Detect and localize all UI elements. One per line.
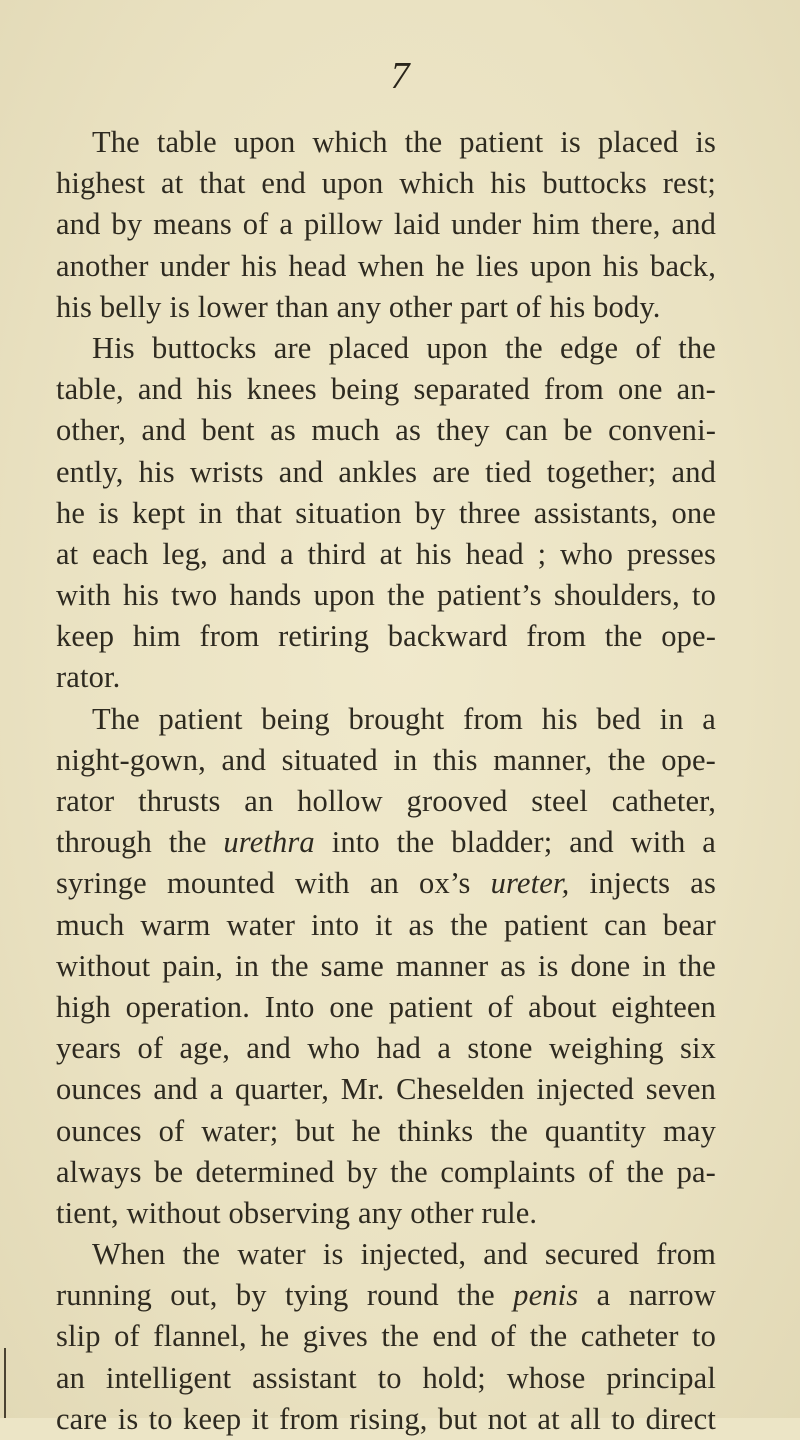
text-line bbox=[56, 534, 716, 575]
text-line bbox=[56, 287, 716, 328]
text-line bbox=[56, 822, 716, 863]
text-line bbox=[56, 204, 716, 245]
text-run: through the bbox=[56, 825, 224, 860]
text-line bbox=[56, 1316, 716, 1357]
text-run: care is to keep it from rising, but not at all to direct bbox=[56, 1401, 716, 1436]
text-run: tient, without observing any other rule. bbox=[56, 1195, 538, 1230]
text-run: slip of flannel, he gives the end of the catheter to bbox=[56, 1319, 716, 1354]
text-run: ounces and a quarter, Mr. Cheselden injected seven bbox=[56, 1072, 716, 1107]
text-run: When the water is injected, and secured from bbox=[92, 1237, 716, 1272]
text-run: rator thrusts an hollow grooved steel catheter, bbox=[56, 784, 716, 818]
margin-mark bbox=[4, 1348, 6, 1418]
text-line bbox=[56, 1069, 716, 1110]
text-run: his belly is lower than any other part of his body. bbox=[56, 289, 661, 324]
text-run: syringe mounted with an ox’s bbox=[56, 866, 491, 901]
text-run: rator. bbox=[56, 660, 121, 695]
text-run: keep him from retiring backward from the ope- bbox=[56, 619, 716, 654]
text-line bbox=[56, 863, 716, 904]
text-run: and by means of a pillow laid under him there, and bbox=[56, 207, 716, 242]
text-line bbox=[56, 657, 716, 698]
body-text bbox=[56, 122, 716, 1440]
text-run: a narrow bbox=[578, 1278, 716, 1313]
text-run: high operation. Into one patient of about eighteen bbox=[56, 989, 716, 1024]
text-line bbox=[56, 369, 716, 410]
text-line bbox=[56, 616, 716, 657]
text-line bbox=[56, 1358, 716, 1399]
text-run: running out, by tying round the bbox=[56, 1278, 514, 1313]
text-line bbox=[56, 905, 716, 946]
text-run: years of age, and who had a stone weighing six bbox=[56, 1031, 716, 1066]
text-run: much warm water into it as the patient can bear bbox=[56, 907, 716, 942]
text-line bbox=[56, 575, 716, 616]
text-line bbox=[56, 946, 716, 987]
text-line bbox=[56, 246, 716, 287]
text-line bbox=[56, 987, 716, 1028]
text-run: highest at that end upon which his buttocks rest; bbox=[56, 166, 716, 201]
text-line bbox=[56, 1152, 716, 1193]
text-run: always be determined by the complaints of the pa- bbox=[56, 1154, 716, 1189]
text-line bbox=[56, 452, 716, 493]
text-run: he is kept in that situation by three assistants, one bbox=[56, 495, 716, 530]
text-line bbox=[56, 699, 716, 740]
text-run: an intelligent assistant to hold; whose principal bbox=[56, 1360, 716, 1395]
italic-term: penis bbox=[513, 1278, 579, 1313]
italic-term: ureter, bbox=[490, 866, 570, 901]
text-run: The table upon which the patient is placed is bbox=[92, 125, 716, 159]
text-line bbox=[56, 493, 716, 534]
page-number: 7 bbox=[390, 55, 410, 97]
text-line bbox=[56, 1028, 716, 1069]
text-line bbox=[56, 328, 716, 369]
text-run: another under his head when he lies upon his back, bbox=[56, 248, 716, 283]
text-run: His buttocks are placed upon the edge of the bbox=[92, 330, 716, 365]
text-run: with his two hands upon the patient’s shoulders, to bbox=[56, 578, 716, 613]
text-line bbox=[56, 410, 716, 451]
text-run: at each leg, and a third at his head ; who presses bbox=[56, 536, 716, 571]
text-run: The patient being brought from his bed in a bbox=[92, 701, 716, 736]
text-line bbox=[56, 740, 716, 781]
text-line bbox=[56, 781, 716, 822]
text-run: table, and his knees being separated from one an- bbox=[56, 372, 716, 407]
text-run: ounces of water; but he thinks the quantity may bbox=[56, 1113, 716, 1148]
text-line bbox=[56, 1234, 716, 1275]
text-line bbox=[56, 1193, 716, 1234]
text-run: injects as bbox=[569, 866, 716, 901]
text-run: ently, his wrists and ankles are tied together; and bbox=[56, 454, 716, 489]
text-run: into the bladder; and with a bbox=[314, 825, 716, 860]
text-line bbox=[56, 1399, 716, 1440]
text-line bbox=[56, 1275, 716, 1316]
text-line bbox=[56, 163, 716, 204]
text-run: night-gown, and situated in this manner, the ope- bbox=[56, 742, 716, 777]
text-run: other, and bent as much as they can be conveni- bbox=[56, 413, 716, 448]
text-line bbox=[56, 1111, 716, 1152]
italic-term: urethra bbox=[223, 825, 315, 860]
text-line bbox=[56, 122, 716, 163]
text-run: without pain, in the same manner as is done in the bbox=[56, 948, 716, 983]
